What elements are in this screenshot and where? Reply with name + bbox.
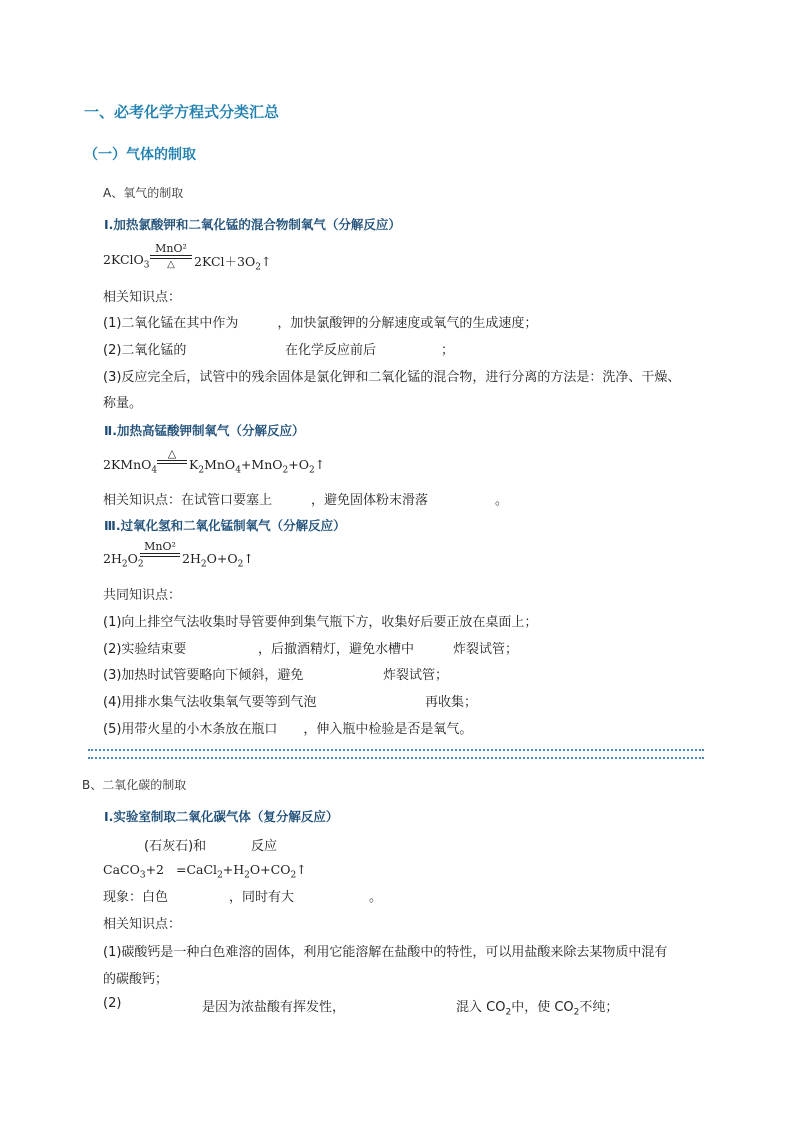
subsection-title: （一）气体的制取 bbox=[84, 147, 196, 163]
co2-knowledge-1: (1)碳酸钙是一种白色难溶的固体，利用它能溶解在盐酸中的特性，可以用盐酸来除去某物质中混有 bbox=[103, 945, 668, 960]
co2-knowledge-1-cont: 的碳酸钙； bbox=[103, 972, 169, 987]
common-5: (5)用带火星的小木条放在瓶口 ，伸入瓶中检验是否是氧气。 bbox=[103, 722, 473, 737]
co2-knowledge-2-end: 混入 $CO_2$中，使 $CO_2$不纯； bbox=[456, 1000, 619, 1018]
co2-reactants-end: 反应 bbox=[251, 839, 278, 854]
co2-knowledge-2: (2) bbox=[103, 996, 122, 1011]
knowledge-2: (2)二氧化锰的 bbox=[103, 343, 187, 358]
co2-phenomenon-mid: ，同时有大 bbox=[229, 890, 295, 905]
knowledge-kmno4: 相关知识点：在试管口要塞上 bbox=[103, 493, 273, 508]
co2-reaction-title: Ⅰ.实验室制取二氧化碳气体（复分解反应） bbox=[104, 809, 339, 824]
knowledge-kmno4-end: 。 bbox=[495, 493, 509, 508]
knowledge-3-cont: 称量。 bbox=[103, 396, 143, 411]
reaction-condition: MnO² bbox=[140, 541, 180, 557]
knowledge-label: 相关知识点： bbox=[103, 290, 182, 305]
common-3: (3)加热时试管要略向下倾斜，避免 bbox=[103, 668, 304, 683]
common-1: (1)向上排空气法收集时导管要伸到集气瓶下方，收集好后要正放在桌面上； bbox=[103, 615, 538, 630]
co2-phenomenon-end: 。 bbox=[369, 890, 383, 905]
reaction-3-title: Ⅲ.过氧化氢和二氧化锰制氧气（分解反应） bbox=[104, 518, 346, 533]
co2-knowledge-label: 相关知识点： bbox=[103, 917, 182, 932]
common-2: (2)实验结束要 bbox=[103, 642, 187, 657]
reaction-condition: MnO² △ bbox=[150, 243, 192, 270]
reaction-1-title: Ⅰ.加热氯酸钾和二氧化锰的混合物制氧气（分解反应） bbox=[104, 217, 401, 232]
section-divider bbox=[88, 749, 704, 759]
reaction-condition: △ bbox=[157, 448, 187, 464]
co2-knowledge-2-mid: 是因为浓盐酸有挥发性， bbox=[202, 1000, 346, 1015]
knowledge-2-end: ； bbox=[441, 343, 455, 358]
common-2-end: 炸裂试管； bbox=[453, 642, 519, 657]
co2-reactants: (石灰石)和 bbox=[144, 839, 207, 854]
common-4-end: 再收集； bbox=[425, 695, 478, 710]
reaction-2-title: Ⅱ.加热高锰酸钾制氧气（分解反应） bbox=[104, 423, 305, 438]
common-4: (4)用排水集气法收集氧气要等到气泡 bbox=[103, 695, 317, 710]
common-knowledge-label: 共同知识点： bbox=[103, 588, 182, 603]
common-3-end: 炸裂试管； bbox=[383, 668, 449, 683]
common-2-mid: ，后撤酒精灯，避免水槽中 bbox=[258, 642, 415, 657]
oxygen-heading: A、氧气的制取 bbox=[103, 186, 184, 200]
co2-heading: B、二氧化碳的制取 bbox=[82, 778, 187, 792]
knowledge-kmno4-mid: ，避免固体粉末滑落 bbox=[311, 493, 429, 508]
knowledge-3: (3)反应完全后，试管中的残余固体是氯化钾和二氧化锰的混合物，进行分离的方法是：洗净、干燥、 bbox=[103, 370, 681, 385]
knowledge-2-mid: 在化学反应前后 bbox=[285, 343, 377, 358]
knowledge-1: (1)二氧化锰在其中作为 ，加快氯酸钾的分解速度或氧气的生成速度； bbox=[103, 316, 538, 331]
co2-phenomenon: 现象：白色 bbox=[103, 890, 169, 905]
section-title: 一、必考化学方程式分类汇总 bbox=[84, 103, 280, 121]
